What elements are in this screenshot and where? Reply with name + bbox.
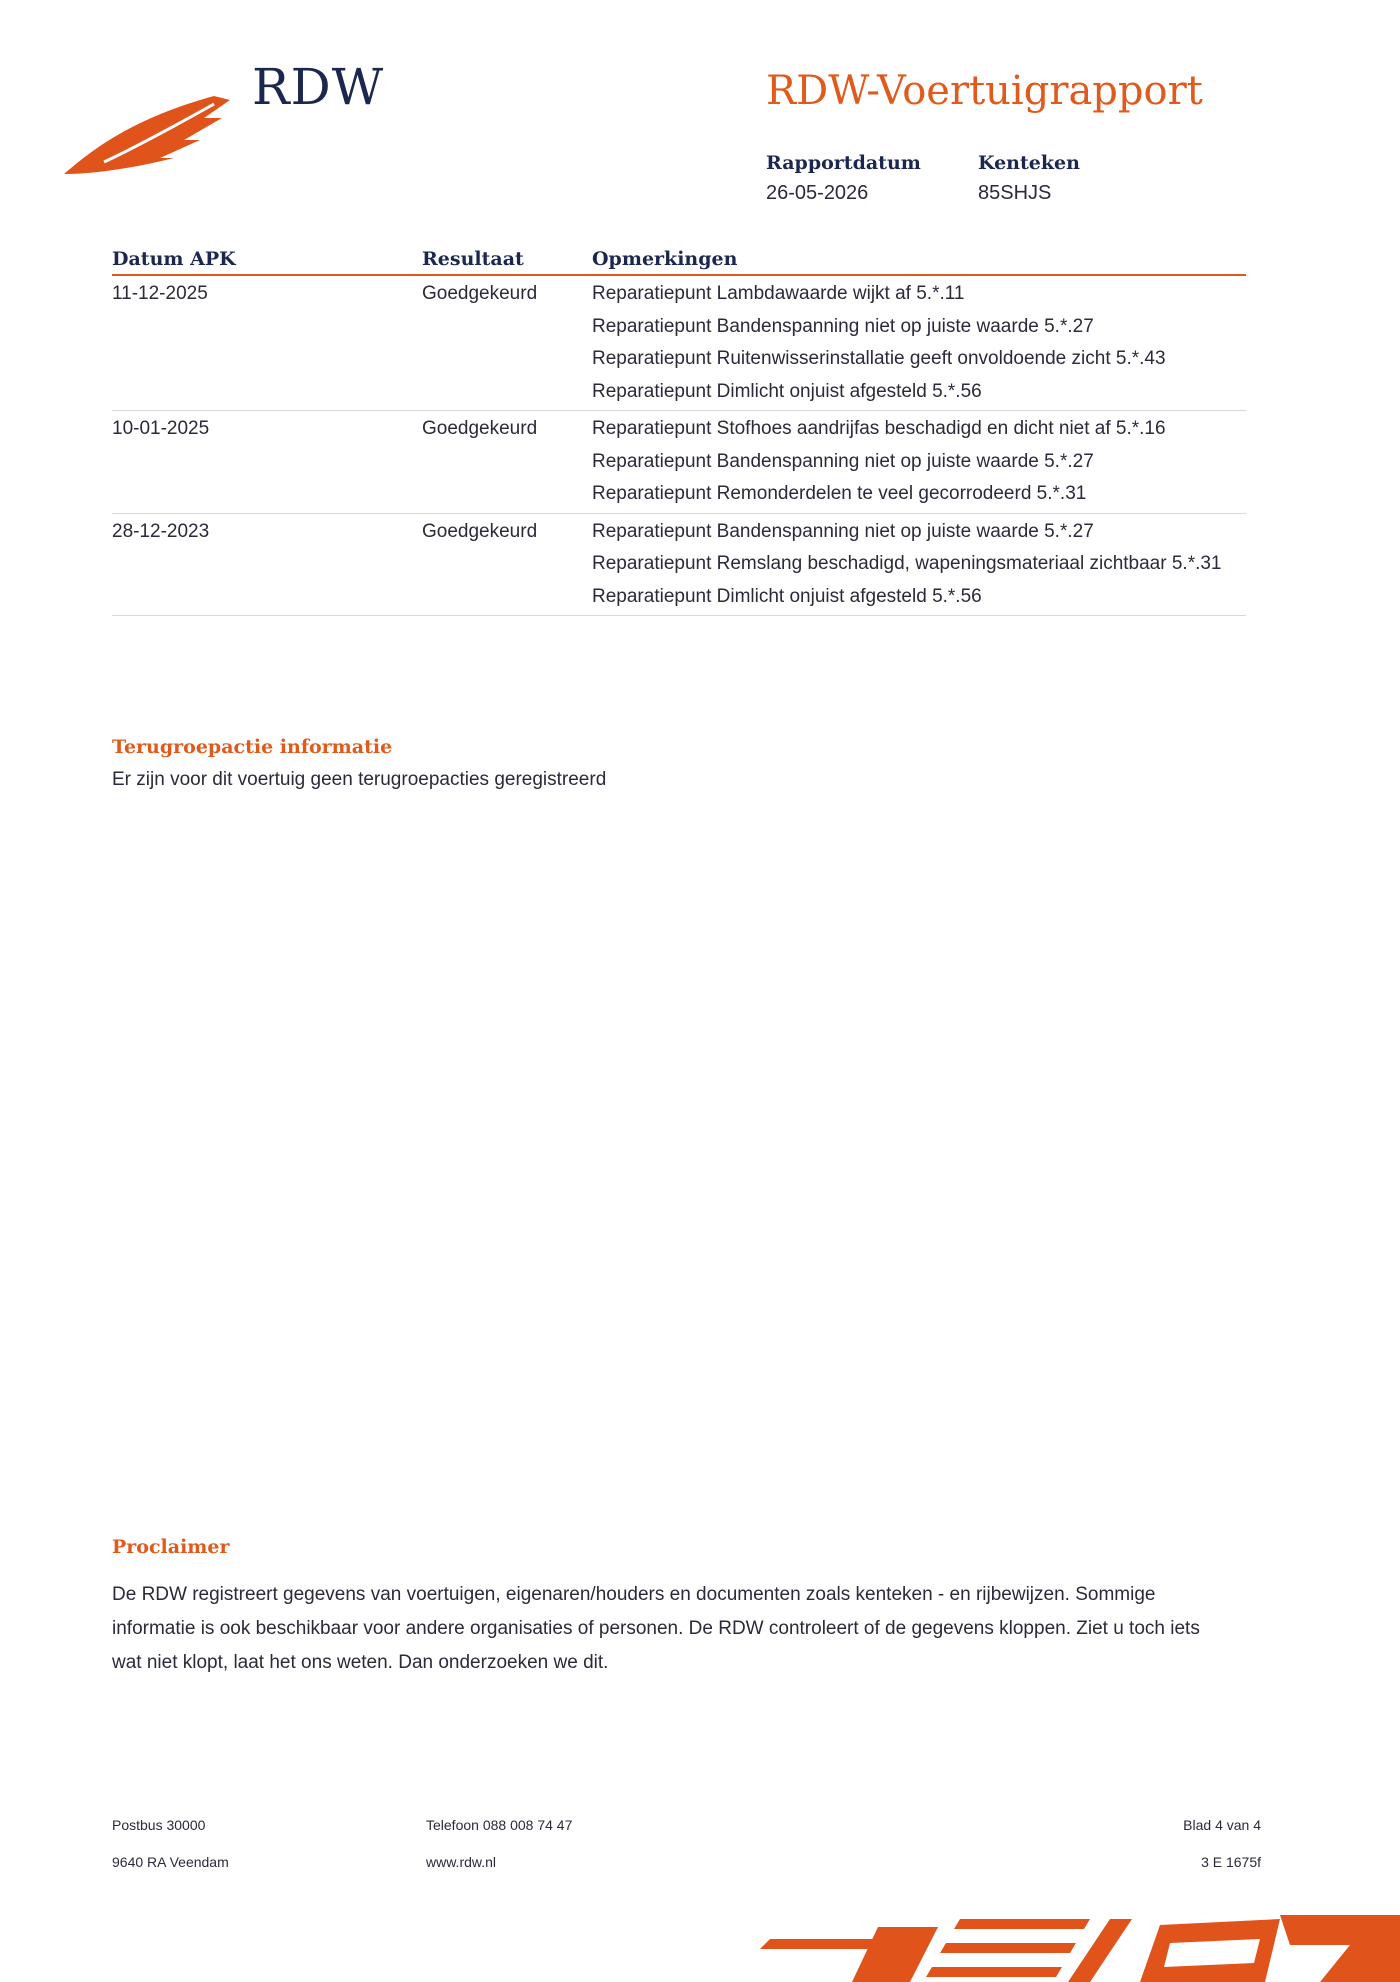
rdw-stripes-icon xyxy=(760,1905,1400,1982)
proclaimer-title: Proclaimer xyxy=(112,1536,230,1558)
rdw-logo-icon xyxy=(64,88,232,178)
footer-address-line1: Postbus 30000 xyxy=(112,1817,206,1833)
report-date-label: Rapportdatum xyxy=(766,152,921,174)
plate-value: 85SHJS xyxy=(978,182,1052,204)
apk-date: 11-12-2025 xyxy=(112,283,208,304)
column-header-result: Resultaat xyxy=(422,248,524,270)
apk-note: Reparatiepunt Bandenspanning niet op juiste waarde 5.*.27 xyxy=(592,520,1094,542)
column-header-notes: Opmerkingen xyxy=(592,248,738,270)
apk-result: Goedgekeurd xyxy=(422,418,538,439)
apk-notes xyxy=(592,413,1246,511)
table-row xyxy=(112,514,1246,617)
apk-date: 28-12-2023 xyxy=(112,520,210,542)
apk-note: Reparatiepunt Ruitenwisserinstallatie geeft onvoldoende zicht 5.*.43 xyxy=(592,348,1166,369)
apk-table xyxy=(112,244,1246,616)
apk-note: Reparatiepunt Bandenspanning niet op juiste waarde 5.*.27 xyxy=(592,450,1094,472)
logo-wordmark: RDW xyxy=(252,58,385,116)
footer-phone: Telefoon 088 008 74 47 xyxy=(426,1817,573,1833)
apk-note: Reparatiepunt Dimlicht onjuist afgesteld 5.*.56 xyxy=(592,585,982,607)
report-title: RDW-Voertuigrapport xyxy=(766,68,1203,114)
recall-title: Terugroepactie informatie xyxy=(112,736,393,758)
footer-code: 3 E 1675f xyxy=(1201,1854,1261,1870)
apk-note: Reparatiepunt Bandenspanning niet op juiste waarde 5.*.27 xyxy=(592,315,1094,337)
apk-note: Reparatiepunt Remslang beschadigd, wapeningsmateriaal zichtbaar 5.*.31 xyxy=(592,553,1222,574)
apk-note: Reparatiepunt Stofhoes aandrijfas beschadigd en dicht niet af 5.*.16 xyxy=(592,418,1166,439)
table-row xyxy=(112,411,1246,514)
report-date-value: 26-05-2026 xyxy=(766,182,869,204)
apk-note: Reparatiepunt Lambdawaarde wijkt af 5.*.11 xyxy=(592,283,965,304)
column-header-date: Datum APK xyxy=(112,248,236,270)
apk-date: 10-01-2025 xyxy=(112,418,210,439)
apk-notes xyxy=(592,516,1246,614)
recall-text: Er zijn voor dit voertuig geen terugroepacties geregistreerd xyxy=(112,769,607,790)
apk-notes xyxy=(592,278,1246,408)
table-row xyxy=(112,276,1246,411)
apk-note: Reparatiepunt Dimlicht onjuist afgesteld 5.*.56 xyxy=(592,380,982,402)
apk-result: Goedgekeurd xyxy=(422,520,538,542)
footer-website[interactable]: www.rdw.nl xyxy=(426,1854,497,1870)
proclaimer-text: De RDW registreert gegevens van voertuigen, eigenaren/houders en documenten zoals kenteken - en rijbewijzen. Sommige informatie is ook beschikbaar voor andere organisaties of personen. De RDW controleert of de gegevens kloppen. Ziet u toch iets wat niet klopt, laat het ons weten. Dan onderzoeken we dit. xyxy=(112,1584,1200,1673)
apk-result: Goedgekeurd xyxy=(422,283,538,304)
footer-address-line2: 9640 RA Veendam xyxy=(112,1854,229,1870)
plate-label: Kenteken xyxy=(978,152,1080,174)
footer-page-number: Blad 4 van 4 xyxy=(1183,1817,1261,1833)
apk-note: Reparatiepunt Remonderdelen te veel gecorrodeerd 5.*.31 xyxy=(592,483,1087,504)
table-header xyxy=(112,244,1246,276)
